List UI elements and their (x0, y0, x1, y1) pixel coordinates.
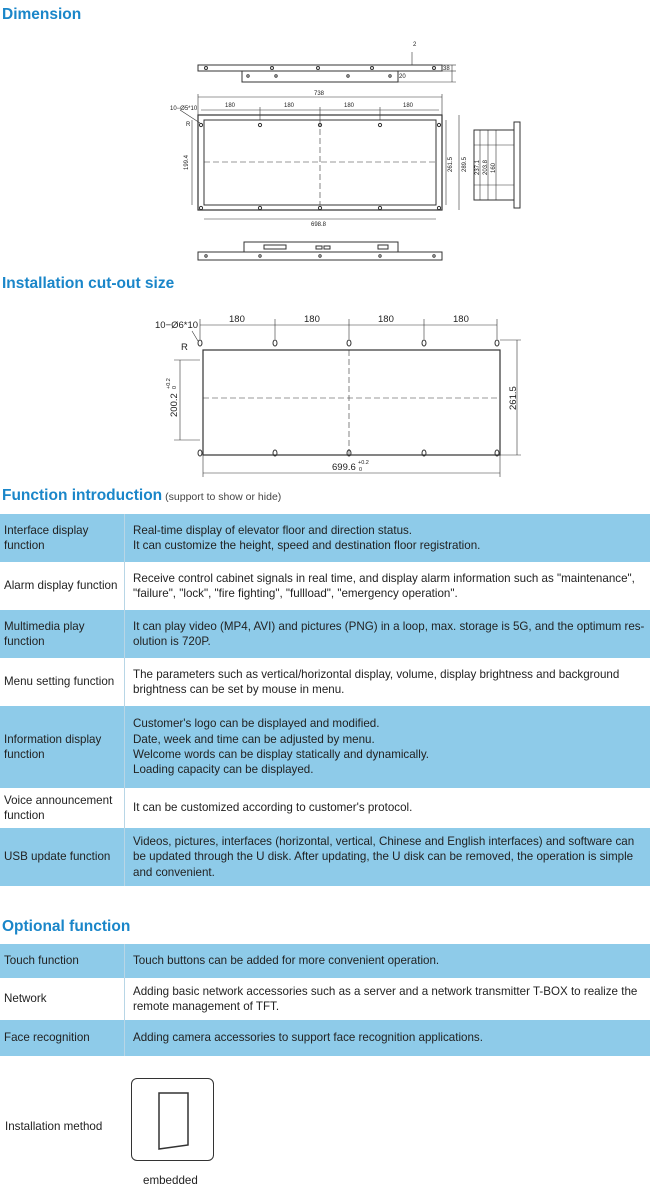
front-view (180, 94, 459, 219)
desc-line: Real-time display of elevator floor and direction status. (133, 523, 413, 537)
front-left-height: 199.4 (184, 154, 190, 170)
function-label: Menu setting function (0, 658, 125, 706)
front-spacing-4: 180 (403, 103, 414, 109)
function-row (0, 514, 650, 562)
front-r-label: R (186, 122, 191, 128)
optional-label: Network (0, 978, 125, 1020)
function-label: Information display function (0, 706, 125, 788)
desc-line: It can customize the height, speed and destination floor registration. (133, 539, 481, 552)
function-row (0, 706, 650, 788)
front-right-height-2: 289.5 (462, 156, 468, 172)
function-label: Voice announcement function (0, 788, 125, 828)
desc-line: be updated through the U disk. After updating, the U disk can be removed, the operation is simple (133, 850, 634, 864)
desc-line: Welcome words can be display statically and dynamically. (133, 748, 429, 761)
cutout-hole-note: 10−Ø6*10 (155, 320, 199, 331)
section-title-dimension: Dimension (2, 6, 82, 23)
desc-line: Adding camera accessories to support face recognition applications. (133, 1031, 483, 1045)
cutout-spacing-3: 180 (378, 314, 394, 325)
cutout-drawing (0, 305, 650, 480)
embedded-mount-icon (131, 1078, 214, 1161)
function-label: Multimedia play function (0, 610, 125, 658)
desc-line: Customer's logo can be displayed and modified. (133, 717, 380, 731)
side-height-3: 160 (491, 162, 497, 173)
function-row (0, 610, 650, 658)
function-label: Interface display function (0, 514, 125, 562)
desc-line: It can play video (MP4, AVI) and pictures (PNG) in a loop, max. storage is 5G, and the optimum res- (133, 619, 645, 633)
desc-line: The parameters such as vertical/horizontal display, volume, display brightness and background (133, 667, 620, 681)
embedded-panel-icon (132, 1079, 212, 1159)
cutout-left-tolerance-low: 0 (172, 385, 178, 389)
top-dim-1: 2 (413, 42, 417, 48)
installation-caption: embedded (143, 1174, 198, 1187)
front-spacing-1: 180 (225, 103, 236, 109)
optional-table (0, 944, 650, 1056)
side-height-2: 203.8 (483, 159, 489, 175)
desc-line: Loading capacity can be displayed. (133, 763, 314, 777)
function-row (0, 562, 650, 610)
front-right-height-1: 261.5 (448, 156, 454, 172)
cutout-bottom-tolerance-low: 0 (359, 467, 363, 473)
optional-label: Face recognition (0, 1020, 125, 1056)
optional-desc (125, 978, 650, 1020)
function-row (0, 658, 650, 706)
cutout-r-label: R (181, 342, 188, 353)
function-table (0, 514, 650, 886)
optional-desc (125, 944, 650, 978)
desc-line: Videos, pictures, interfaces (horizontal, vertical, Chinese and English interfaces) and software can (133, 834, 635, 848)
desc-line: brightness can be set by mouse in menu. (133, 683, 345, 696)
function-label: USB update function (0, 828, 125, 886)
optional-label: Touch function (0, 944, 125, 978)
function-desc (125, 706, 650, 788)
bottom-view (198, 242, 442, 260)
optional-row (0, 978, 650, 1020)
function-desc (125, 562, 650, 610)
desc-line: Receive control cabinet signals in real time, and display alarm information such as "maintenance", (133, 571, 635, 585)
function-desc (125, 610, 650, 658)
function-desc (125, 788, 650, 828)
top-view (198, 52, 456, 82)
cutout-bottom-width: 699.6 (332, 462, 356, 473)
function-label: Alarm display function (0, 562, 125, 610)
optional-row (0, 1020, 650, 1056)
side-height-1: 237.1 (475, 159, 481, 175)
front-inner-width: 698.8 (311, 222, 327, 228)
cutout-right-height: 261.5 (508, 386, 519, 410)
function-title-text: Function introduction (2, 487, 163, 504)
desc-line: Date, week and time can be adjusted by menu. (133, 732, 375, 746)
front-overall-width: 738 (314, 91, 325, 97)
front-hole-note: 10−Ø5*10 (170, 106, 198, 112)
front-spacing-3: 180 (344, 103, 355, 109)
function-desc (125, 514, 650, 562)
front-spacing-2: 180 (284, 103, 295, 109)
optional-row (0, 944, 650, 978)
desc-line: "failure", "lock", "fire fighting", "fullload", "emergency operation". (133, 587, 458, 600)
dimension-drawing (0, 30, 650, 270)
desc-line: remote management of TFT. (133, 1000, 280, 1013)
function-row (0, 828, 650, 886)
desc-line: It can be customized according to customer's protocol. (133, 801, 413, 815)
installation-label: Installation method (5, 1120, 103, 1133)
top-dim-2: 20 (399, 74, 406, 80)
cutout-spacing-1: 180 (229, 314, 245, 325)
optional-desc (125, 1020, 650, 1056)
function-desc (125, 658, 650, 706)
section-title-optional: Optional function (2, 918, 131, 935)
desc-line: and convenient. (133, 865, 215, 879)
installation-section (0, 1064, 650, 1195)
cutout-spacing-2: 180 (304, 314, 320, 325)
function-title-note: (support to show or hide) (165, 491, 282, 503)
cutout-spacing-4: 180 (453, 314, 469, 325)
section-title-cutout: Installation cut-out size (2, 275, 175, 292)
function-desc (125, 828, 650, 886)
desc-line: Adding basic network accessories such as a server and a network transmitter T-BOX to realize the (133, 984, 638, 998)
cutout-bottom-tolerance: +0.2 (358, 460, 369, 466)
top-dim-3: 38 (443, 66, 450, 72)
desc-line: olution is 720P. (133, 635, 211, 648)
desc-line: Touch buttons can be added for more convenient operation. (133, 954, 440, 968)
function-row (0, 788, 650, 828)
cutout-left-height: 200.2 (169, 393, 180, 417)
cutout-left-tolerance: +0.2 (166, 378, 172, 389)
section-title-function (2, 487, 281, 505)
